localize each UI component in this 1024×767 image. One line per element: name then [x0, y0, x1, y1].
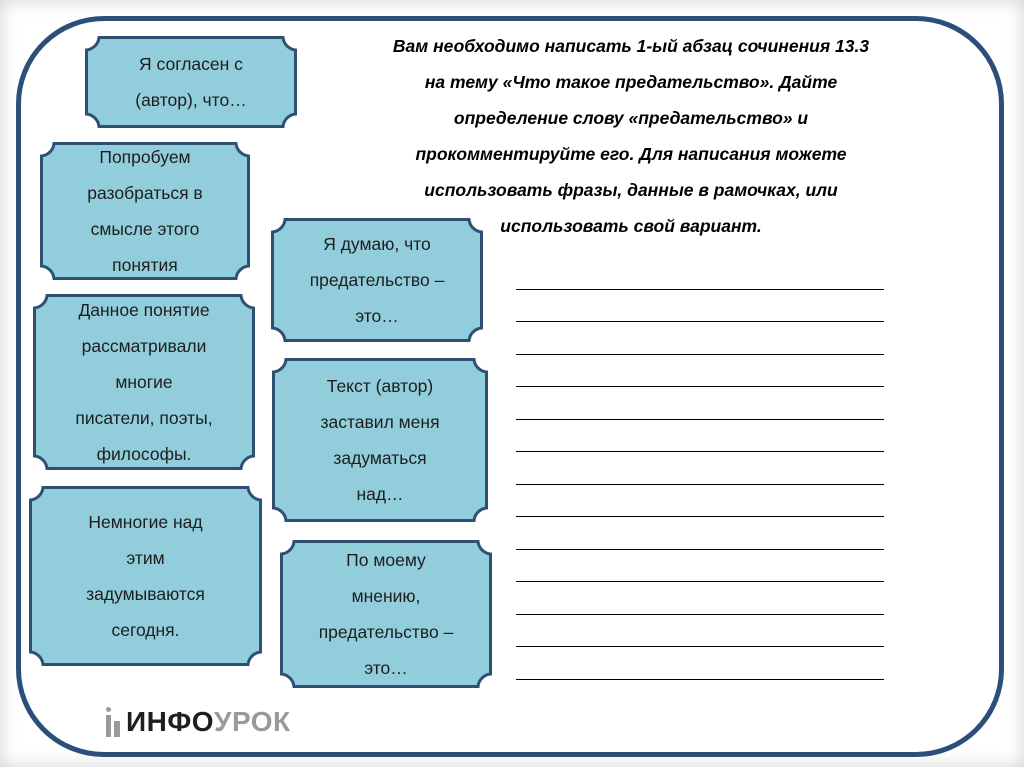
card-line: философы.	[96, 444, 192, 464]
card-line: Немногие над	[88, 512, 203, 532]
card-line: Я думаю, что	[323, 234, 431, 254]
task-instruction	[336, 28, 926, 244]
phrase-card-text[interactable]	[272, 358, 488, 522]
answer-line[interactable]	[516, 550, 884, 583]
phrase-card-think[interactable]	[271, 218, 483, 342]
answer-line[interactable]	[516, 582, 884, 615]
answer-line[interactable]	[516, 517, 884, 550]
card-line: многие	[115, 372, 173, 392]
infourok-logo	[104, 702, 291, 742]
card-line: это…	[355, 306, 399, 326]
answer-line[interactable]	[516, 420, 884, 453]
card-line: задумываются	[86, 584, 205, 604]
card-line: сегодня.	[111, 620, 180, 640]
answer-lines	[516, 257, 884, 680]
instruction-line: Вам необходимо написать 1-ый абзац сочинения 13.3	[392, 36, 870, 56]
card-line: разобраться в	[87, 183, 203, 203]
card-line: писатели, поэты,	[75, 408, 213, 428]
card-line: мнению,	[351, 586, 421, 606]
instruction-line: прокомментируйте его. Для написания можете	[415, 144, 847, 164]
card-line: понятия	[112, 255, 178, 275]
answer-line[interactable]	[516, 257, 884, 290]
card-line: заставил меня	[320, 412, 440, 432]
card-line: Текст (автор)	[326, 376, 434, 396]
card-line: Я согласен с	[139, 54, 243, 74]
logo-text-info: ИНФО	[126, 706, 215, 737]
instruction-line: на тему «Что такое предательство». Дайте	[424, 72, 838, 92]
card-line: рассматривали	[81, 336, 207, 356]
card-line: этим	[126, 548, 165, 568]
answer-line[interactable]	[516, 290, 884, 323]
answer-line[interactable]	[516, 322, 884, 355]
logo-mark-icon	[104, 707, 122, 737]
instruction-line: использовать свой вариант.	[500, 216, 762, 236]
card-line: Попробуем	[99, 147, 191, 167]
instruction-line: определение слову «предательство» и	[453, 108, 809, 128]
card-line: предательство –	[309, 270, 445, 290]
phrase-card-opinion[interactable]	[280, 540, 492, 688]
phrase-card-considered[interactable]	[33, 294, 255, 470]
card-line: задуматься	[333, 448, 427, 468]
card-line: По моему	[346, 550, 426, 570]
instruction-line: использовать фразы, данные в рамочках, или	[424, 180, 838, 200]
card-line: Данное понятие	[78, 300, 210, 320]
answer-line[interactable]	[516, 452, 884, 485]
answer-line[interactable]	[516, 355, 884, 388]
card-line: это…	[364, 658, 408, 678]
phrase-card-few[interactable]	[29, 486, 262, 666]
answer-line[interactable]	[516, 485, 884, 518]
logo-text-urok: УРОК	[214, 706, 291, 737]
card-line: предательство –	[318, 622, 454, 642]
card-line: смысле этого	[90, 219, 200, 239]
answer-line[interactable]	[516, 615, 884, 648]
answer-line[interactable]	[516, 647, 884, 680]
card-line: над…	[356, 484, 404, 504]
phrase-card-understand[interactable]	[40, 142, 250, 280]
phrase-card-agree[interactable]	[85, 36, 297, 128]
answer-line[interactable]	[516, 387, 884, 420]
card-line: (автор), что…	[135, 90, 247, 110]
